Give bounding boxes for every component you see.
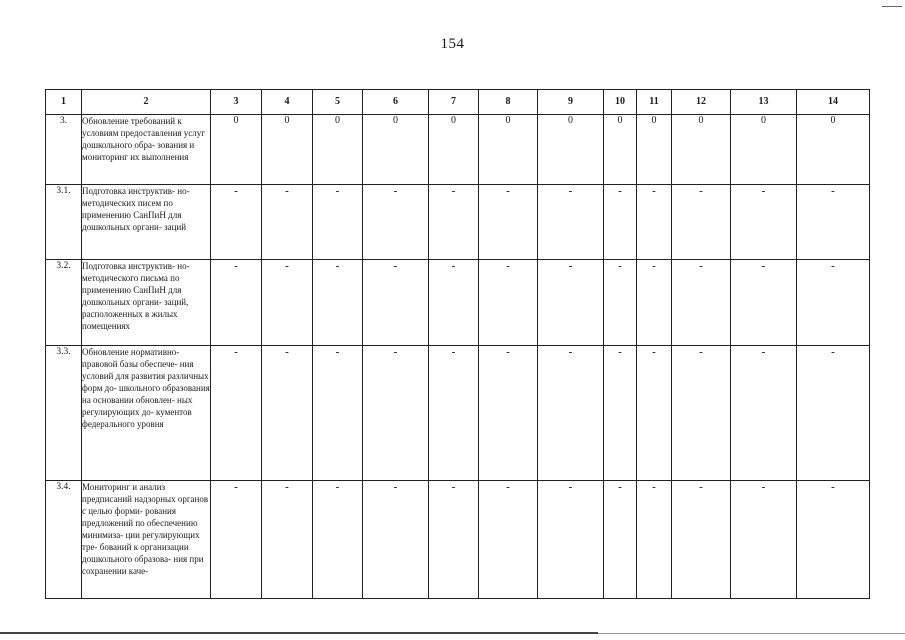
plan-table	[45, 89, 870, 599]
row-value: -	[211, 260, 262, 346]
row-value: -	[262, 346, 313, 481]
scan-bottom-rule	[598, 633, 905, 634]
row-value: 0	[797, 115, 870, 185]
column-header: 14	[797, 90, 870, 115]
row-value: -	[363, 185, 429, 260]
row-title: Обновление требований к условиям предоставления услуг дошкольного обра- зования и мониторинг их выполнения	[82, 115, 211, 185]
row-value: -	[538, 346, 604, 481]
row-value: -	[262, 185, 313, 260]
row-value: -	[538, 185, 604, 260]
row-value: -	[797, 185, 870, 260]
scan-corner-mark	[882, 6, 902, 7]
table-row	[46, 346, 870, 481]
row-number: 3.3.	[46, 346, 82, 481]
column-header: 9	[538, 90, 604, 115]
column-header: 7	[429, 90, 479, 115]
column-header: 4	[262, 90, 313, 115]
row-value: -	[637, 185, 672, 260]
table-header-row	[46, 90, 870, 115]
row-title: Подготовка инструктив- но-методического письма по применению СанПиН для дошкольных органи- заций, расположенных в жилых помещениях	[82, 260, 211, 346]
row-title: Обновление нормативно- правовой базы обеспече- ния условий для развития различных форм до- школьного образования на основании обновлен- ных регулирующих до- кументов федерального уровня	[82, 346, 211, 481]
column-header: 10	[604, 90, 637, 115]
row-value: -	[538, 481, 604, 599]
scan-bottom-rule	[0, 632, 598, 634]
row-value: 0	[538, 115, 604, 185]
row-value: -	[363, 481, 429, 599]
row-value: -	[637, 346, 672, 481]
row-value: -	[672, 346, 731, 481]
row-value: -	[604, 346, 637, 481]
table-row	[46, 260, 870, 346]
row-value: -	[363, 260, 429, 346]
row-value: -	[479, 260, 538, 346]
row-value: 0	[429, 115, 479, 185]
row-title: Мониторинг и анализ предписаний надзорных органов с целью форми- рования предложений по обеспечению минимиза- ции регулирующих тре- бований к организации дошкольного образова- ния при сохранении каче-	[82, 481, 211, 599]
row-value: -	[731, 346, 797, 481]
column-header: 3	[211, 90, 262, 115]
row-value: -	[313, 346, 363, 481]
page-number: 154	[440, 36, 465, 52]
row-value: -	[313, 481, 363, 599]
row-value: -	[313, 260, 363, 346]
row-value: 0	[479, 115, 538, 185]
row-value: -	[604, 185, 637, 260]
column-header: 12	[672, 90, 731, 115]
row-value: -	[429, 260, 479, 346]
row-value: 0	[211, 115, 262, 185]
row-value: 0	[672, 115, 731, 185]
table-row	[46, 185, 870, 260]
row-value: -	[604, 481, 637, 599]
row-value: -	[797, 346, 870, 481]
row-value: -	[429, 481, 479, 599]
table-row	[46, 481, 870, 599]
row-value: -	[538, 260, 604, 346]
row-value: -	[429, 346, 479, 481]
row-value: -	[211, 481, 262, 599]
row-value: -	[604, 260, 637, 346]
row-number: 3.1.	[46, 185, 82, 260]
row-value: 0	[363, 115, 429, 185]
row-value: -	[672, 481, 731, 599]
row-value: -	[363, 346, 429, 481]
row-number: 3.4.	[46, 481, 82, 599]
row-value: 0	[637, 115, 672, 185]
column-header: 2	[82, 90, 211, 115]
row-value: -	[479, 481, 538, 599]
column-header: 1	[46, 90, 82, 115]
row-value: -	[262, 481, 313, 599]
row-value: 0	[604, 115, 637, 185]
row-value: -	[637, 481, 672, 599]
row-value: -	[731, 260, 797, 346]
row-value: -	[731, 185, 797, 260]
row-value: 0	[262, 115, 313, 185]
row-value: 0	[313, 115, 363, 185]
column-header: 8	[479, 90, 538, 115]
row-value: -	[211, 346, 262, 481]
row-number: 3.	[46, 115, 82, 185]
row-value: -	[313, 185, 363, 260]
row-value: -	[797, 260, 870, 346]
row-value: -	[429, 185, 479, 260]
row-number: 3.2.	[46, 260, 82, 346]
column-header: 11	[637, 90, 672, 115]
row-value: -	[637, 260, 672, 346]
table-row	[46, 115, 870, 185]
row-title: Подготовка инструктив- но-методических писем по применению СанПиН для дошкольных органи- заций	[82, 185, 211, 260]
column-header: 6	[363, 90, 429, 115]
row-value: -	[479, 346, 538, 481]
column-header: 5	[313, 90, 363, 115]
row-value: -	[672, 260, 731, 346]
row-value: -	[797, 481, 870, 599]
row-value: -	[262, 260, 313, 346]
row-value: -	[672, 185, 731, 260]
row-value: -	[731, 481, 797, 599]
column-header: 13	[731, 90, 797, 115]
row-value: -	[479, 185, 538, 260]
row-value: 0	[731, 115, 797, 185]
row-value: -	[211, 185, 262, 260]
